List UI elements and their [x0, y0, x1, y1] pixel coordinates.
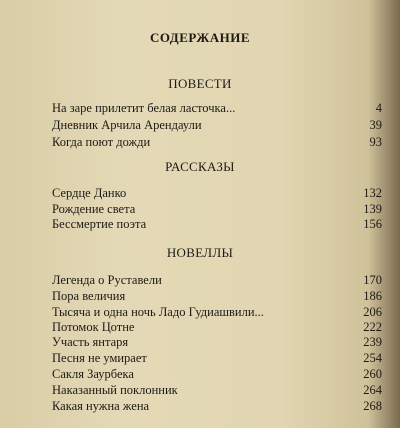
- toc-entry-title: Когда поют дожди: [52, 135, 151, 149]
- toc-entry: [52, 334, 382, 350]
- toc-entry-page: 260: [363, 367, 382, 381]
- toc-entry-page: 264: [363, 383, 382, 397]
- toc-entry-page: 139: [363, 202, 382, 216]
- toc-entry-page: 239: [363, 335, 382, 349]
- toc-entry-page: 206: [363, 305, 382, 319]
- toc-entry-page: 4: [375, 101, 382, 115]
- toc-entry: [52, 398, 382, 414]
- toc-entry: [52, 201, 382, 217]
- toc-entry: [52, 319, 382, 335]
- toc-entry: [52, 350, 382, 366]
- section-heading-rasskazy: РАССКАЗЫ: [165, 159, 235, 174]
- toc-entry-title: Пора величия: [52, 289, 126, 303]
- toc-entry-title: На заре прилетит белая ласточка...: [52, 101, 236, 115]
- toc-entry-title: Рождение света: [52, 202, 136, 216]
- toc-entry-title: Сакля Заурбека: [52, 367, 134, 381]
- toc-entry: [52, 100, 382, 116]
- toc-entry-page: 222: [363, 320, 382, 334]
- toc-entry-page: 132: [363, 186, 382, 200]
- toc-entry-title: Потомок Цотне: [52, 320, 135, 334]
- toc-entry-title: Бессмертие поэта: [52, 217, 147, 231]
- toc-entry-title: Участь янтаря: [52, 335, 129, 349]
- toc-entry-title: Какая нужна жена: [52, 399, 150, 413]
- toc-entry-page: 254: [363, 351, 382, 365]
- section-heading-povesti: ПОВЕСТИ: [168, 76, 232, 91]
- toc-entry-page: 186: [363, 289, 382, 303]
- toc-entry-title: Дневник Арчила Арендаули: [52, 118, 202, 132]
- toc-entry: [52, 288, 382, 304]
- toc-entry: [52, 185, 382, 201]
- toc-entry-title: Сердце Данко: [52, 186, 127, 200]
- toc-entry-page: 39: [369, 118, 382, 132]
- toc-entry: [52, 272, 382, 288]
- toc-entry-page: 268: [363, 399, 382, 413]
- toc-entry-title: Легенда о Руставели: [52, 273, 162, 287]
- toc-entry: [52, 304, 382, 320]
- toc-entry: [52, 216, 382, 232]
- toc-entry: [52, 366, 382, 382]
- toc-entry: [52, 134, 382, 150]
- section-heading-novelly: НОВЕЛЛЫ: [166, 245, 234, 260]
- toc-entry-page: 93: [369, 135, 382, 149]
- toc-entry: [52, 382, 382, 398]
- toc-entry-page: 170: [363, 273, 382, 287]
- toc-entry-title: Наказанный поклонник: [52, 383, 178, 397]
- page-title: СОДЕРЖАНИЕ: [149, 30, 251, 45]
- toc-entry-page: 156: [363, 217, 382, 231]
- toc-entry-title: Тысяча и одна ночь Ладо Гудиашвили...: [52, 305, 264, 319]
- toc-entry-title: Песня не умирает: [52, 351, 147, 365]
- toc-entry: [52, 117, 382, 133]
